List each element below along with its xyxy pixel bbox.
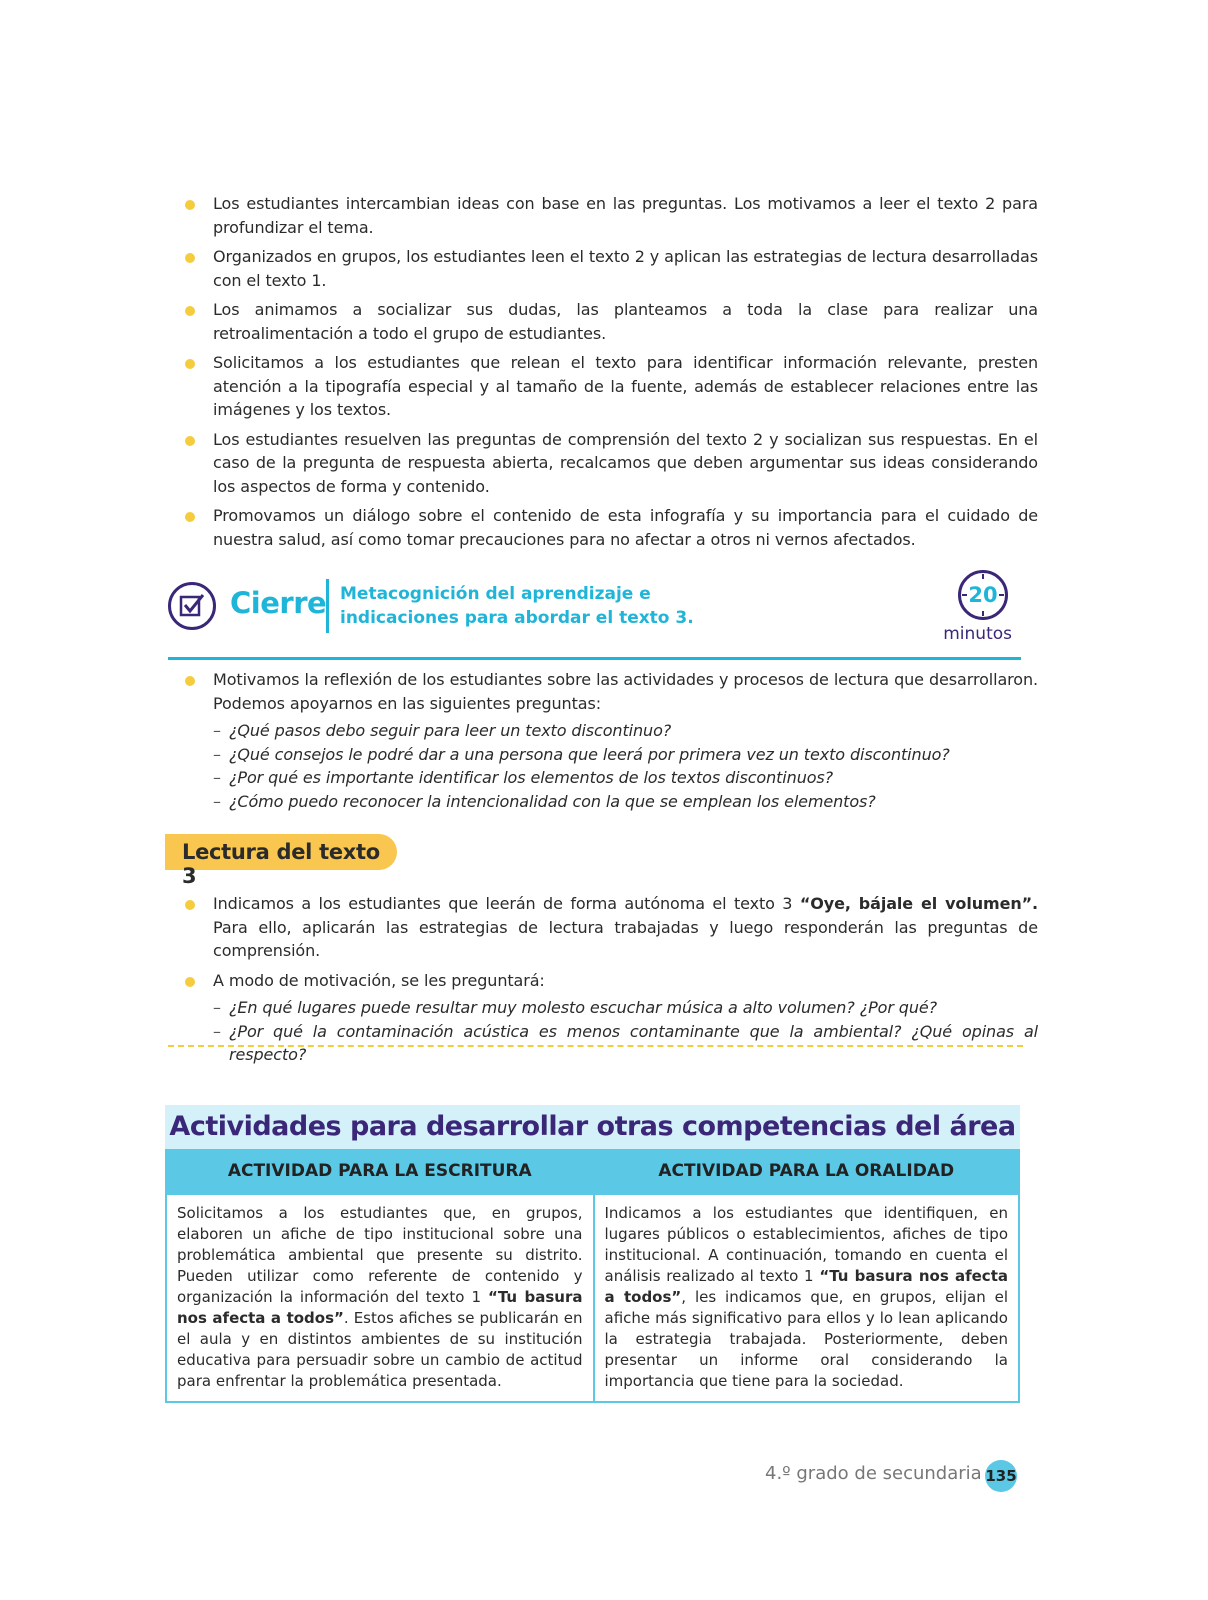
question-item: – ¿En qué lugares puede resultar muy molesto escuchar música a alto volumen? ¿Por qué? [213,998,938,1017]
column-body: Solicitamos a los estudiantes que, en grupos, elaboren un afiche de tipo institucional sobre una problemática ambiental que presente su distrito. Pueden utilizar como referente de contenido y organización la información del texto 1 “Tu basura nos afecta a todos”. Estos afiches se publicarán en el aula y en distintos ambientes de su institución educativa para persuadir sobre un cambio de actitud para enfrentar la problemática presentada. [177,1204,583,1390]
list-item: Los estudiantes resuelven las preguntas de comprensión del texto 2 y socializan sus respuestas. En el caso de la pregunta de respuesta abierta, recalcamos que deben argumentar sus ideas considerando los aspectos de forma y contenido. [185,428,1038,499]
checkbox-icon [168,582,216,630]
list-item: A modo de motivación, se les preguntará: – ¿En qué lugares puede resultar muy molesto escuchar música a alto volumen? ¿Por qué? – ¿Por qué la contaminación acústica es menos contaminante que la ambiental? ¿Qué opinas al respecto? [185,969,1038,1067]
list-item: Solicitamos a los estudiantes que relean el texto para identificar información relevante, presten atención a la tipografía especial y al tamaño de la fuente, además de establecer relaciones entre las imágenes y los textos. [185,351,1038,422]
column-header: ACTIVIDAD PARA LA ORALIDAD [595,1149,1019,1195]
actividades-table [165,1149,1020,1403]
section-title: Cierre [230,586,327,620]
bullet-icon [185,900,195,910]
cierre-list [185,668,1038,819]
cierre-header [168,582,1038,672]
bullet-icon [185,436,195,446]
bullet-icon [185,359,195,369]
column-header: ACTIVIDAD PARA LA ESCRITURA [167,1149,593,1195]
section-subtitle: Metacognición del aprendizaje e indicaciones para abordar el texto 3. [340,584,694,628]
list-item: Motivamos la reflexión de los estudiantes sobre las actividades y procesos de lectura que desarrollaron. Podemos apoyarnos en las siguientes preguntas: – ¿Qué pasos debo seguir para leer un texto discontinuo? – ¿Qué consejos le podré dar a una persona que leerá por primera vez un texto discontinuo? – ¿Por qué es importante identificar los elementos de los textos discontinuos? – ¿Cómo puedo reconocer la intencionalidad con la que se emplean los elementos? [185,668,1038,813]
desarrollo-list [185,192,1038,557]
list-item: Indicamos a los estudiantes que leerán de forma autónoma el texto 3 “Oye, bájale el volumen”. Para ello, aplicarán las estrategias de lectura trabajadas y luego responderán las preguntas de comprensión. [185,892,1038,963]
escritura-column [167,1149,593,1401]
bullet-icon [185,306,195,316]
question-item: – ¿Cómo puedo reconocer la intencionalidad con la que se emplean los elementos? [213,791,876,811]
question-item: – ¿Por qué la contaminación acústica es menos contaminante que la ambiental? ¿Qué opinas al respecto? [213,1021,1038,1064]
bullet-icon [185,676,195,686]
timer-unit: minutos [943,624,1012,644]
bullet-icon [185,512,195,522]
bullet-icon [185,253,195,263]
column-body: Indicamos a los estudiantes que identifiquen, en lugares públicos o establecimientos, afiches de tipo institucional. A continuación, tomando en cuenta el análisis realizado al texto 1 “Tu basura nos afecta a todos”, les indicamos que, en grupos, elijan el afiche más significativo para ellos y lo lean aplicando la estrategia trabajada. Posteriormente, deben presentar un informe oral considerando la importancia que tiene para la sociedad. [604,1204,1008,1390]
question-item: – ¿Qué pasos debo seguir para leer un texto discontinuo? [213,721,672,740]
list-item: Promovamos un diálogo sobre el contenido de esta infografía y su importancia para el cuidado de nuestra salud, así como tomar precauciones para no afectar a otros ni vernos afectados. [185,504,1038,551]
timer-icon [958,570,1008,620]
divider [326,579,329,633]
oralidad-column [593,1149,1019,1401]
dashed-divider [168,1045,1023,1047]
list-item: Los animamos a socializar sus dudas, las planteamos a toda la clase para realizar una retroalimentación a todo el grupo de estudiantes. [185,298,1038,345]
question-item: – ¿Por qué es importante identificar los elementos de los textos discontinuos? [213,768,834,787]
bullet-icon [185,977,195,987]
actividades-title: Actividades para desarrollar otras competencias del área [165,1105,1020,1149]
page-number: 135 [985,1460,1017,1492]
actividades-box [165,1105,1020,1403]
bullet-icon [185,200,195,210]
list-item: Los estudiantes intercambian ideas con base en las preguntas. Los motivamos a leer el texto 2 para profundizar el tema. [185,192,1038,239]
lectura-tab: Lectura del texto 3 [165,834,397,870]
list-item: Organizados en grupos, los estudiantes leen el texto 2 y aplican las estrategias de lectura desarrolladas con el texto 1. [185,245,1038,292]
timer-value: 20 [968,583,998,607]
divider [168,657,1021,660]
question-list [213,996,1038,1067]
question-list [213,719,1038,813]
question-item: – ¿Qué consejos le podré dar a una persona que leerá por primera vez un texto discontinuo? [213,744,950,764]
footer-grade: 4.º grado de secundaria [765,1463,982,1484]
